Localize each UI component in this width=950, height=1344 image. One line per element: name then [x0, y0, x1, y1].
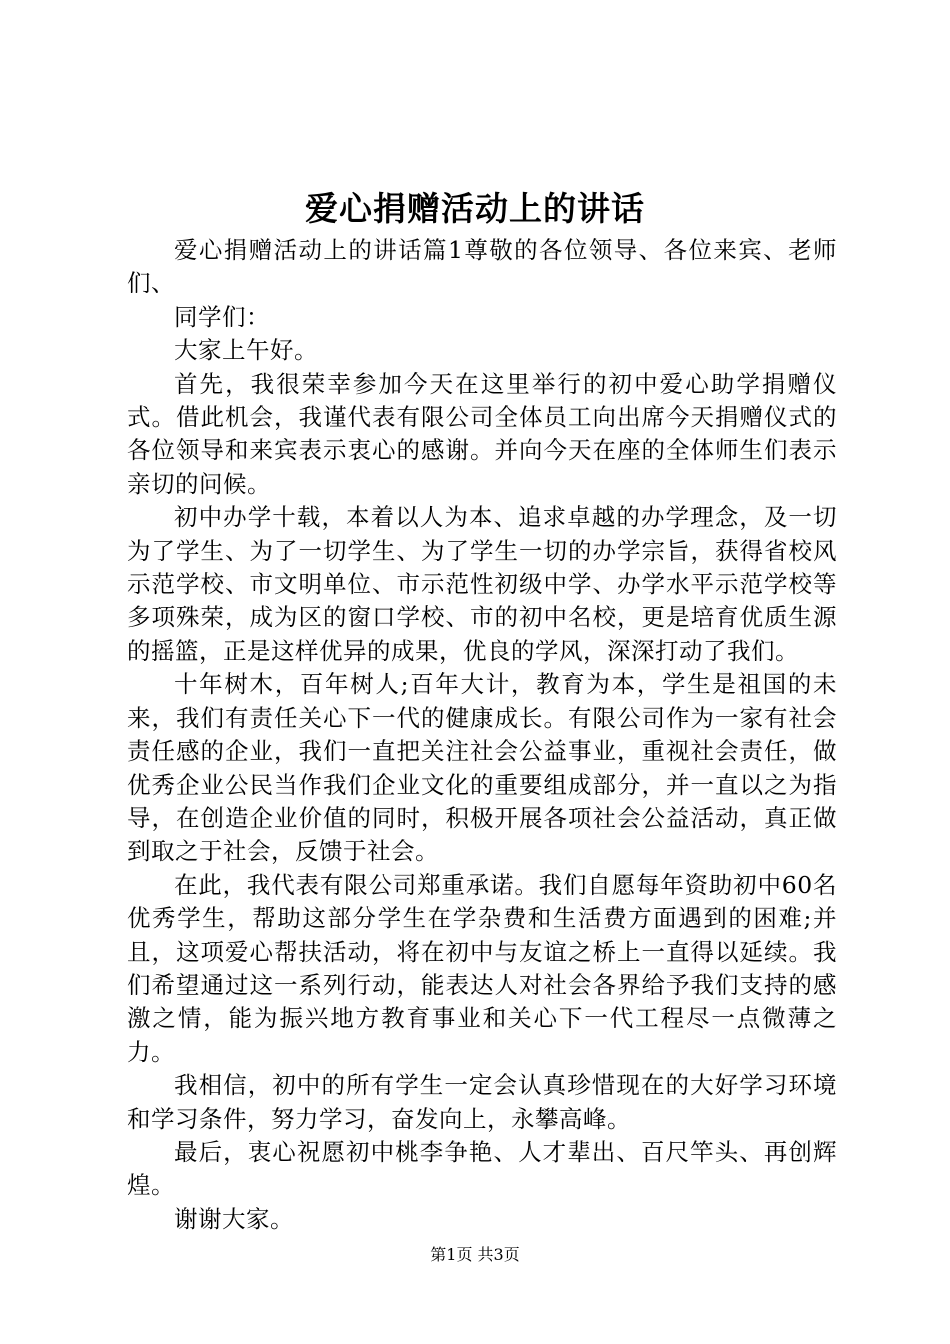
- paragraph: 大家上午好。: [174, 336, 318, 365]
- document-body: [127, 234, 837, 1236]
- page-number-footer: 第1页 共3页: [430, 1245, 520, 1264]
- document-title: 爱心捐赠活动上的讲话: [305, 189, 645, 228]
- paragraph: 十年树木，百年树人;百年大计，教育为本，学生是祖国的未来，我们有责任关心下一代的健康成长。有限公司作为一家有社会责任感的企业，我们一直把关注社会公益事业，重视社会责任，做优秀企业公民当作我们企业文化的重要组成部分，并一直以之为指导，在创造企业价值的同时，积极开展各项社会公益活动，真正做到取之于社会，反馈于社会。: [127, 670, 837, 866]
- paragraph: 首先，我很荣幸参加今天在这里举行的初中爱心助学捐赠仪式。借此机会，我谨代表有限公司全体员工向出席今天捐赠仪式的各位领导和来宾表示衷心的感谢。并向今天在座的全体师生们表示亲切的问候。: [127, 369, 837, 498]
- paragraph: 谢谢大家。: [174, 1204, 294, 1233]
- paragraph: 在此，我代表有限公司郑重承诺。我们自愿每年资助初中60名优秀学生，帮助这部分学生在学杂费和生活费方面遇到的困难;并且，这项爱心帮扶活动，将在初中与友谊之桥上一直得以延续。我们希望通过这一系列行动，能表达人对社会各界给予我们支持的感激之情，能为振兴地方教育事业和关心下一代工程尽一点微薄之力。: [127, 870, 837, 1066]
- paragraph: 同学们：: [174, 302, 270, 331]
- paragraph: 我相信，初中的所有学生一定会认真珍惜现在的大好学习环境和学习条件，努力学习，奋发向上，永攀高峰。: [127, 1071, 837, 1133]
- paragraph: 最后，衷心祝愿初中桃李争艳、人才辈出、百尺竿头、再创辉煌。: [127, 1137, 837, 1200]
- paragraph: 初中办学十载，本着以人为本、追求卓越的办学理念，及一切为了学生、为了一切学生、为了学生一切的办学宗旨，获得省校风示范学校、市文明单位、市示范性初级中学、办学水平示范学校等多项殊荣，成为区的窗口学校、市的初中名校，更是培育优质生源的摇篮，正是这样优异的成果，优良的学风，深深打动了我们。: [127, 503, 837, 665]
- paragraph: 爱心捐赠活动上的讲话篇1尊敬的各位领导、各位来宾、老师们、: [127, 236, 837, 298]
